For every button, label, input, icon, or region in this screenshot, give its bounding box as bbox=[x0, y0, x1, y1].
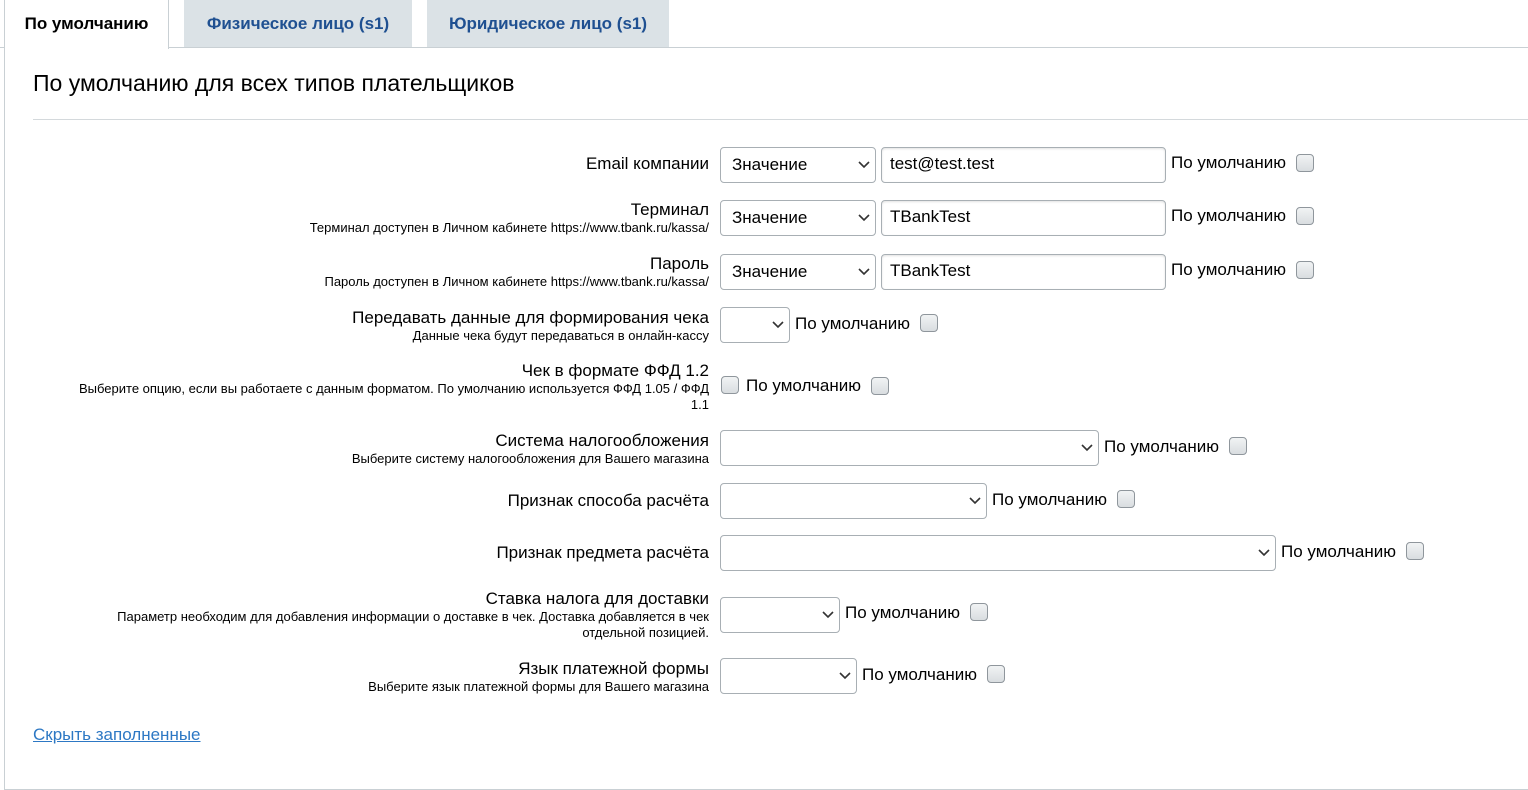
send-receipt-hint: Данные чека будут передаваться в онлайн-кассу bbox=[412, 328, 709, 343]
form-language-default-checkbox[interactable] bbox=[987, 665, 1005, 683]
ffd12-hint-line2: 1.1 bbox=[690, 397, 709, 412]
tax-system-label: Система налогообложения bbox=[495, 431, 709, 450]
send-receipt-default-label: По умолчанию bbox=[795, 314, 910, 333]
payment-object-default-checkbox[interactable] bbox=[1406, 542, 1424, 560]
send-receipt-select[interactable] bbox=[720, 307, 790, 343]
password-default-label: По умолчанию bbox=[1171, 260, 1286, 279]
chevron-down-icon bbox=[838, 668, 852, 682]
chevron-down-icon bbox=[771, 317, 785, 331]
send-receipt-default-checkbox[interactable] bbox=[920, 314, 938, 332]
payment-object-default-label: По умолчанию bbox=[1281, 542, 1396, 561]
delivery-tax-hint-line1: Параметр необходим для добавления информации о доставке в чек. Доставка добавляется в чек bbox=[117, 609, 709, 624]
payment-method-default-label: По умолчанию bbox=[992, 490, 1107, 509]
payment-method-label: Признак способа расчёта bbox=[507, 491, 709, 510]
delivery-tax-label: Ставка налога для доставки bbox=[485, 589, 709, 608]
tax-system-default-label: По умолчанию bbox=[1104, 437, 1219, 456]
send-receipt-label: Передавать данные для формирования чека bbox=[352, 308, 709, 327]
form-language-label: Язык платежной формы bbox=[518, 659, 709, 678]
payment-method-select[interactable] bbox=[720, 483, 987, 519]
delivery-tax-default-label: По умолчанию bbox=[845, 603, 960, 622]
divider bbox=[33, 119, 1528, 120]
terminal-label: Терминал bbox=[630, 200, 709, 219]
chevron-down-icon bbox=[821, 607, 835, 621]
payment-object-label: Признак предмета расчёта bbox=[496, 543, 709, 562]
hide-filled-link[interactable]: Скрыть заполненные bbox=[33, 725, 201, 744]
ffd12-checkbox[interactable] bbox=[721, 376, 739, 394]
password-default-checkbox[interactable] bbox=[1296, 261, 1314, 279]
tab-individual[interactable]: Физическое лицо (s1) bbox=[184, 0, 412, 47]
terminal-default-checkbox[interactable] bbox=[1296, 207, 1314, 225]
ffd12-default-label: По умолчанию bbox=[746, 376, 861, 395]
payment-object-select[interactable] bbox=[720, 535, 1276, 571]
ffd12-hint-line1: Выберите опцию, если вы работаете с данным форматом. По умолчанию используется ФФД 1.05 / ФФД bbox=[78, 381, 709, 396]
tab-bar bbox=[0, 0, 1528, 48]
payment-method-default-checkbox[interactable] bbox=[1117, 490, 1135, 508]
terminal-source-select[interactable]: Значение bbox=[720, 200, 876, 236]
chevron-down-icon bbox=[857, 157, 871, 171]
email-default-checkbox[interactable] bbox=[1296, 154, 1314, 172]
chevron-down-icon bbox=[857, 210, 871, 224]
email-source-select[interactable]: Значение bbox=[720, 147, 876, 183]
tab-default[interactable]: По умолчанию bbox=[4, 0, 169, 49]
chevron-down-icon bbox=[1080, 440, 1094, 454]
form-language-hint: Выберите язык платежной формы для Вашего магазина bbox=[368, 679, 709, 694]
chevron-down-icon bbox=[857, 264, 871, 278]
terminal-default-label: По умолчанию bbox=[1171, 206, 1286, 225]
ffd12-label: Чек в формате ФФД 1.2 bbox=[521, 361, 709, 380]
delivery-tax-hint-line2: отдельной позицией. bbox=[582, 625, 709, 640]
delivery-tax-select[interactable] bbox=[720, 597, 840, 633]
ffd12-default-checkbox[interactable] bbox=[871, 377, 889, 395]
password-input[interactable]: TBankTest bbox=[881, 254, 1166, 290]
chevron-down-icon bbox=[968, 493, 982, 507]
tab-legal-entity[interactable]: Юридическое лицо (s1) bbox=[427, 0, 669, 47]
form-language-default-label: По умолчанию bbox=[862, 665, 977, 684]
form-language-select[interactable] bbox=[720, 658, 857, 694]
terminal-input[interactable]: TBankTest bbox=[881, 200, 1166, 236]
tax-system-default-checkbox[interactable] bbox=[1229, 437, 1247, 455]
tax-system-hint: Выберите систему налогообложения для Вашего магазина bbox=[351, 451, 709, 466]
email-default-label: По умолчанию bbox=[1171, 153, 1286, 172]
password-source-select[interactable]: Значение bbox=[720, 254, 876, 290]
section-title: По умолчанию для всех типов плательщиков bbox=[33, 70, 515, 96]
tax-system-select[interactable] bbox=[720, 430, 1099, 466]
email-input[interactable]: test@test.test bbox=[881, 147, 1166, 183]
terminal-hint: Терминал доступен в Личном кабинете https://www.tbank.ru/kassa/ bbox=[309, 220, 709, 235]
password-hint: Пароль доступен в Личном кабинете https://www.tbank.ru/kassa/ bbox=[324, 274, 709, 289]
password-label: Пароль bbox=[650, 254, 709, 273]
chevron-down-icon bbox=[1257, 545, 1271, 559]
delivery-tax-default-checkbox[interactable] bbox=[970, 603, 988, 621]
email-label: Email компании bbox=[585, 154, 709, 173]
